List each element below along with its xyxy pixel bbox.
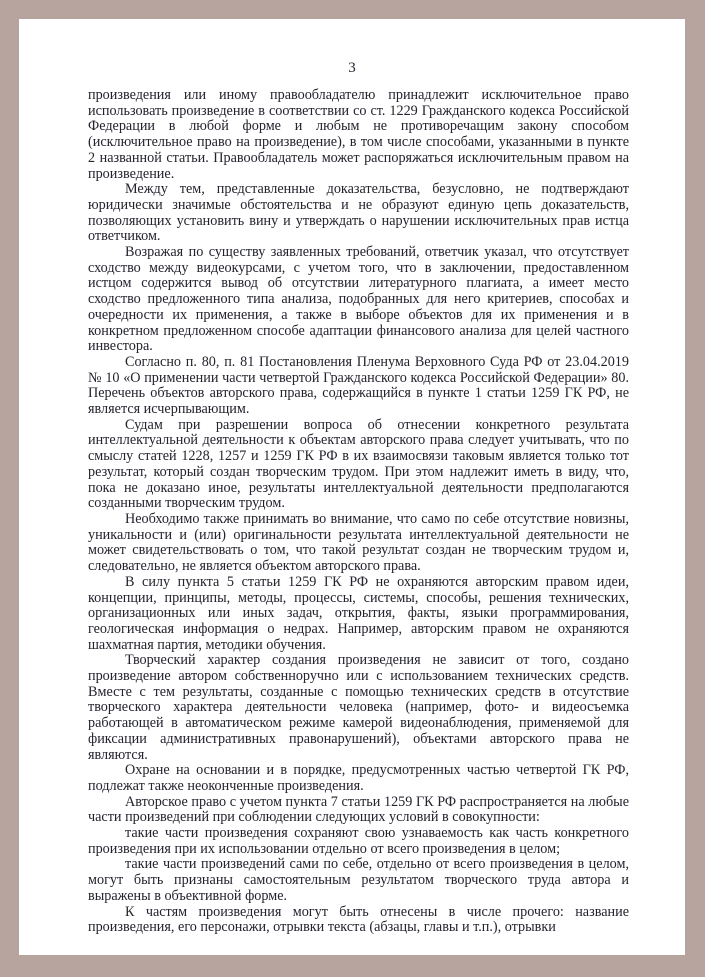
paragraph: В силу пункта 5 статьи 1259 ГК РФ не охраняются авторским правом идеи, концепции, принципы, методы, процессы, системы, способы, решения технических, организационных или иных задач, открытия, факты, языки программирования, геологическая информация о недрах. Например, авторским правом не охраняются шахматная партия, методики обучения. [88,573,629,653]
page-number: 3 [348,60,356,76]
paragraph: Возражая по существу заявленных требований, ответчик указал, что отсутствует сходство между видеокурсами, с учетом того, что в заключении, предоставленном истцом содержится вывод об отсутствии литературного плагиата, а имеет место сходство предложенного типа анализа, подобранных для него критериев, способах и очередности их применения, а также в выборе объектов для их применения и в конкретном предложенном способе адаптации финансового анализа для целей частного инвестора. [88,244,629,355]
paragraph: К частям произведения могут быть отнесены в числе прочего: название произведения, его персонажи, отрывки текста (абзацы, главы и т.п.), отрывки [88,903,629,936]
paragraph: Согласно п. 80, п. 81 Постановления Пленума Верховного Суда РФ от 23.04.2019 № 10 «О применении части четвертой Гражданского кодекса Российской Федерации» 80. Перечень объектов авторского права, содержащийся в пункте 1 статьи 1259 ГК РФ, не является исчерпывающим. [88,353,629,418]
paragraph: произведения или иному правообладателю принадлежит исключительное право использовать произведение в соответствии со ст. 1229 Гражданского кодекса Российской Федерации в любой форме и любым не противоречащим закону способом (исключительное право на произведение), в том числе способами, указанными в пункте 2 названной статьи. Правообладатель может распоряжаться исключительным правом на произведение. [88,87,629,182]
paragraph: Необходимо также принимать во внимание, что само по себе отсутствие новизны, уникальности и (или) оригинальности результата интеллектуальной деятельности не может свидетельствовать о том, что такой результат создан не творческим трудом и, следовательно, не является объектом авторского права. [88,510,629,575]
paragraph: Авторское право с учетом пункта 7 статьи 1259 ГК РФ распространяется на любые части произведений при соблюдении следующих условий в совокупности: [88,793,629,826]
paragraph: Между тем, представленные доказательства, безусловно, не подтверждают юридически значимые обстоятельства и не образуют единую цепь доказательств, позволяющих установить вину и утверждать о нарушении исключительных прав истца ответчиком. [88,181,629,245]
paragraph: Творческий характер создания произведения не зависит от того, создано произведение автором собственноручно или с использованием технических средств. Вместе с тем результаты, созданные с помощью технических средств в отсутствие творческого характера деятельности человека (например, фото- и видеосъемка работающей в автоматическом режиме камерой видеонаблюдения, применяемой для фиксации административных правонарушений), объектами авторского права не являются. [88,652,629,763]
paragraph: такие части произведений сами по себе, отдельно от всего произведения в целом, могут быть признаны самостоятельным результатом творческого труда автора и выражены в объективной форме. [88,856,629,904]
paragraph: Судам при разрешении вопроса об отнесении конкретного результата интеллектуальной деятельности к объектам авторского права следует учитывать, что по смыслу статей 1228, 1257 и 1259 ГК РФ в их взаимосвязи таковым является только тот результат, который создан творческим трудом. При этом надлежит иметь в виду, что, пока не доказано иное, результаты интеллектуальной деятельности предполагаются созданными творческим трудом. [88,416,629,512]
document-body [88,88,629,936]
document-page [19,19,685,955]
paragraph: Охране на основании и в порядке, предусмотренных частью четвертой ГК РФ, подлежат также неоконченные произведения. [88,762,629,794]
paragraph: такие части произведения сохраняют свою узнаваемость как часть конкретного произведения при их использовании отдельно от всего произведения в целом; [88,825,629,857]
